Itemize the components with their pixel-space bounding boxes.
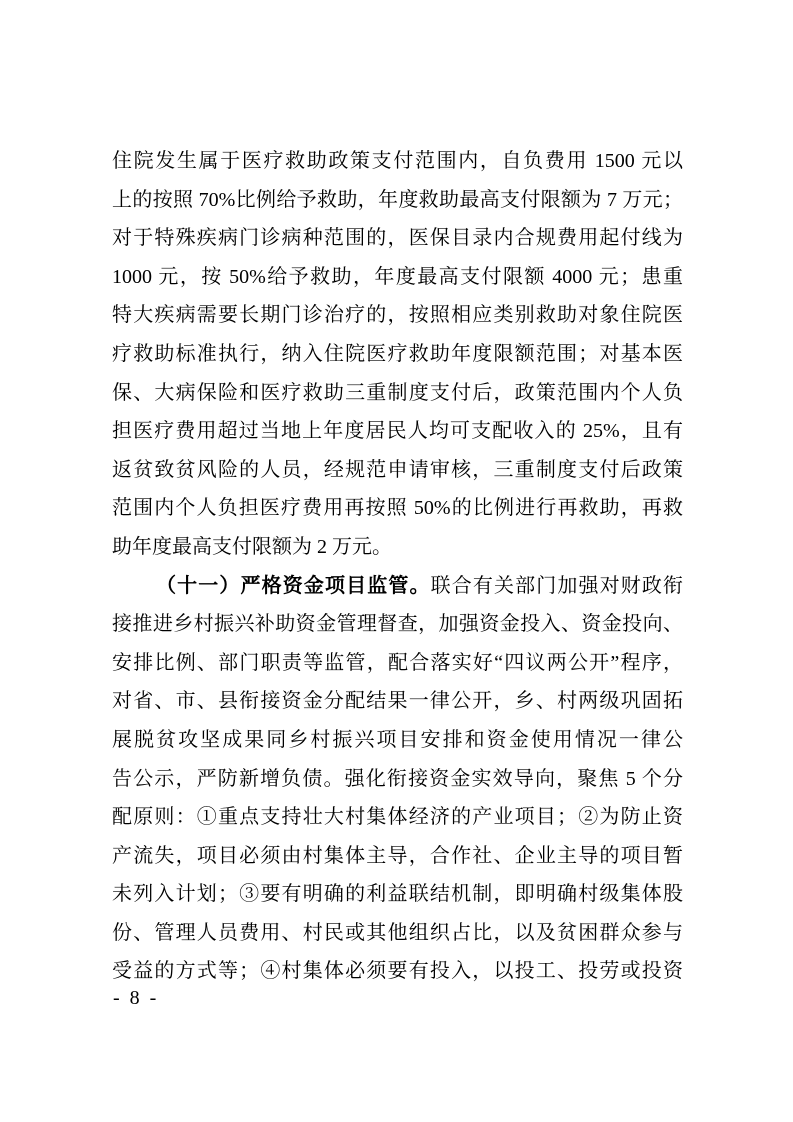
text-line: 返贫致贫风险的人员，经规范申请审核，三重制度支付后政策 (112, 458, 683, 481)
text-line: 对省、市、县衔接资金分配结果一律公开，乡、村两级巩固拓 (112, 690, 683, 713)
text-line: 产流失，项目必须由村集体主导，合作社、企业主导的项目暂 (112, 844, 683, 867)
page-number: - 8 - (113, 987, 157, 1009)
text-line: 保、大病保险和医疗救助三重制度支付后，政策范围内个人负 (112, 381, 683, 404)
text-line: 份、管理人员费用、村民或其他组织占比，以及贫困群众参与 (112, 921, 683, 944)
section-11-first-line (112, 567, 683, 606)
text-line: 告公示，严防新增负债。强化衔接资金实效导向，聚焦 5 个分 (112, 767, 683, 790)
document-text-block (112, 142, 683, 991)
text-line: 接推进乡村振兴补助资金管理督查，加强资金投入、资金投向、 (112, 613, 683, 636)
section-11-first-line-text: 联合有关部门加强对财政衔 (430, 574, 683, 597)
text-line: 范围内个人负担医疗费用再按照 50%的比例进行再救助，再救 (112, 497, 683, 520)
text-line: 受益的方式等；④村集体必须要有投入，以投工、投劳或投资 (112, 960, 683, 983)
text-line: 上的按照 70%比例给予救助，年度救助最高支付限额为 7 万元； (112, 188, 683, 211)
text-line: 对于特殊疾病门诊病种范围的，医保目录内合规费用起付线为 (112, 227, 683, 250)
text-line: 担医疗费用超过当地上年度居民人均可支配收入的 25%，且有 (112, 420, 683, 443)
section-11-heading: （十一）严格资金项目监管。 (156, 574, 431, 597)
text-line: 疗救助标准执行，纳入住院医疗救助年度限额范围；对基本医 (112, 342, 683, 365)
text-line: 特大疾病需要长期门诊治疗的，按照相应类别救助对象住院医 (112, 304, 683, 327)
text-line: 配原则：①重点支持壮大村集体经济的产业项目；②为防止资 (112, 806, 683, 829)
text-line: 住院发生属于医疗救助政策支付范围内，自负费用 1500 元以 (112, 150, 683, 172)
text-line: 未列入计划；③要有明确的利益联结机制，即明确村级集体股 (112, 883, 683, 906)
text-line: 展脱贫攻坚成果同乡村振兴项目安排和资金使用情况一律公 (112, 728, 683, 751)
text-line: 1000 元，按 50%给予救助，年度最高支付限额 4000 元；患重 (112, 265, 683, 288)
text-line-paragraph-end: 助年度最高支付限额为 2 万元。 (112, 535, 392, 558)
text-line: 安排比例、部门职责等监管，配合落实好“四议两公开”程序， (112, 651, 683, 674)
